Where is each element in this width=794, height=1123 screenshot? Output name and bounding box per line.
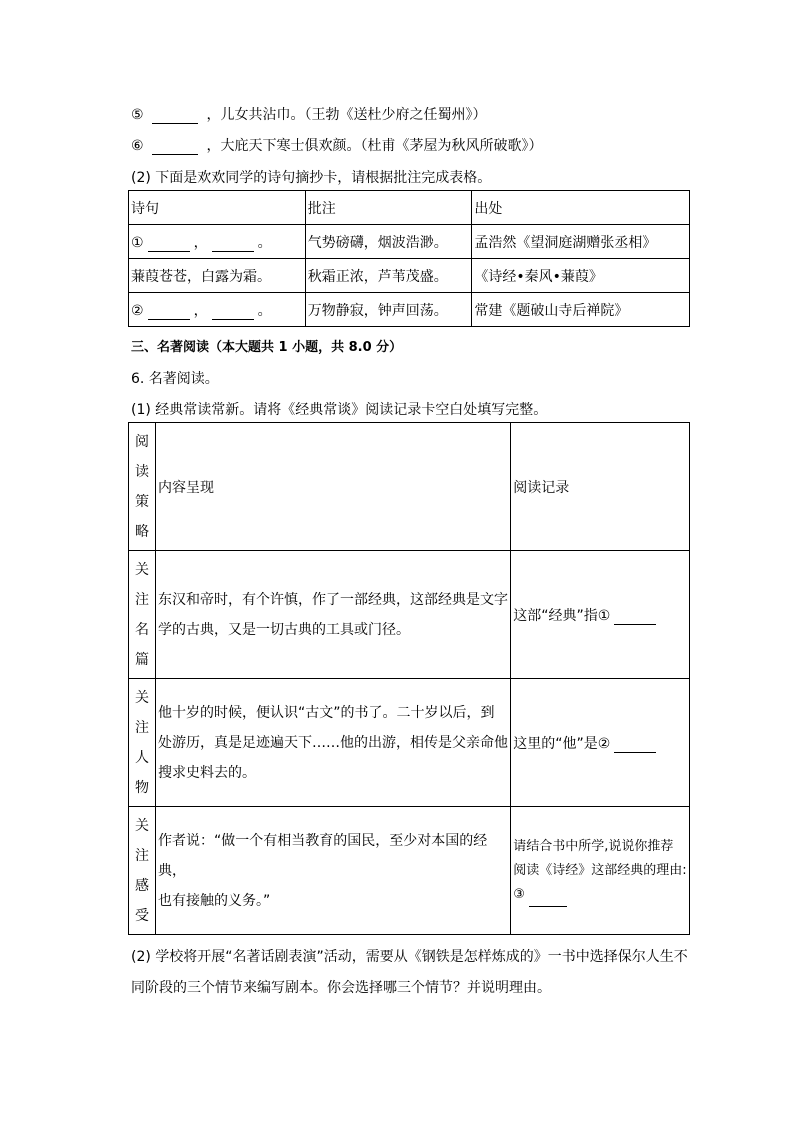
record-cell: 请结合书中所学,说说你推荐 阅读《诗经》这部经典的理由: ③ <box>511 807 690 935</box>
content-cell: 东汉和帝时，有个许慎，作了一部经典，这部经典是文字 学的古典，又是一切古典的工具或门径。 <box>155 551 510 679</box>
content-cell: 作者说：“做一个有相当教育的国民，至少对本国的经典， 也有接触的义务。” <box>155 807 510 935</box>
answer-blank-1a[interactable] <box>148 237 190 252</box>
strategy-cell: 关 注 人 物 <box>129 679 156 807</box>
answer-blank-2b[interactable] <box>212 305 254 320</box>
reading-record-table <box>128 422 690 935</box>
header-content: 内容呈现 <box>155 423 510 551</box>
strategy-cell: 关 注 感 受 <box>129 807 156 935</box>
marker-6: ⑥ <box>131 138 144 154</box>
header-record: 阅读记录 <box>511 423 690 551</box>
answer-blank-r1[interactable] <box>614 610 656 625</box>
record-cell: 这里的“他”是② <box>511 679 690 807</box>
table-cell-poem: ① ， 。 <box>129 225 306 259</box>
question-6-2-line-2: 同阶段的三个情节来编写剧本。你会选择哪三个情节？并说明理由。 <box>131 980 551 996</box>
record-cell: 这部“经典”指① <box>511 551 690 679</box>
poem-line-6-text: ，大庇天下寒士俱欢颜。（杜甫《茅屋为秋风所破歌》） <box>206 138 543 154</box>
answer-blank-r3[interactable] <box>529 892 567 907</box>
poem-line-6 <box>131 135 542 155</box>
question-2-intro: (2) 下面是欢欢同学的诗句摘抄卡，请根据批注完成表格。 <box>131 170 492 186</box>
answer-blank-6[interactable] <box>152 140 198 155</box>
table-cell-source: 孟浩然《望洞庭湖赠张丞相》 <box>472 225 690 259</box>
question-6: 6. 名著阅读。 <box>131 371 219 387</box>
question-6-1: (1) 经典常读常新。请将《经典常谈》阅读记录卡空白处填写完整。 <box>131 402 548 418</box>
table-cell-source: 常建《题破山寺后禅院》 <box>472 293 690 327</box>
header-source: 出处 <box>472 191 690 225</box>
answer-blank-1b[interactable] <box>212 237 254 252</box>
answer-blank-5[interactable] <box>152 109 198 124</box>
poem-card-table <box>128 190 690 327</box>
table-cell-annotation: 秋霜正浓，芦苇茂盛。 <box>305 259 472 293</box>
table-cell-annotation: 气势磅礴，烟波浩渺。 <box>305 225 472 259</box>
question-6-2-line-1: (2) 学校将开展“名著话剧表演”活动，需要从《钢铁是怎样炼成的》一书中选择保尔人生不 <box>131 949 688 965</box>
header-poem: 诗句 <box>129 191 306 225</box>
section-3-heading: 三、名著阅读（本大题共 1 小题，共 8.0 分） <box>131 340 403 355</box>
table-cell-source: 《诗经•秦风•蒹葭》 <box>472 259 690 293</box>
content-cell: 他十岁的时候，便认识“古文”的书了。二十岁以后，到 处游历，真是足迹遍天下……他的出游，相传是父亲命他 搜求史料去的。 <box>155 679 510 807</box>
table-cell-annotation: 万物静寂，钟声回荡。 <box>305 293 472 327</box>
header-strategy: 阅 读 策 略 <box>129 423 156 551</box>
poem-line-5-text: ，儿女共沾巾。（王勃《送杜少府之任蜀州》） <box>206 107 487 123</box>
answer-blank-r2[interactable] <box>614 738 656 753</box>
header-annotation: 批注 <box>305 191 472 225</box>
marker-5: ⑤ <box>131 107 144 123</box>
strategy-cell: 关 注 名 篇 <box>129 551 156 679</box>
poem-line-5 <box>131 104 486 124</box>
table-cell-poem: 蒹葭苍苍，白露为霜。 <box>129 259 306 293</box>
answer-blank-2a[interactable] <box>148 305 190 320</box>
table-cell-poem: ② ， 。 <box>129 293 306 327</box>
